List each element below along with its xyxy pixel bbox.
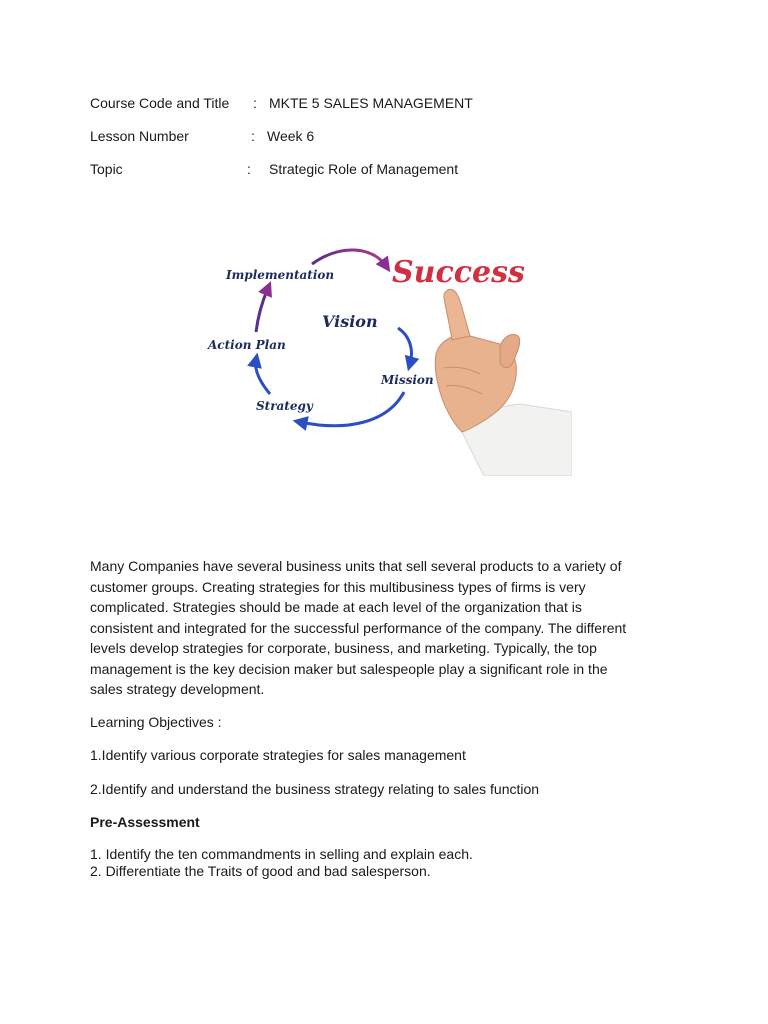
topic-separator: : xyxy=(247,161,251,177)
strategy-cycle-figure xyxy=(200,236,572,476)
arrow-action-plan-to-implementation xyxy=(256,288,268,332)
implementation-label: Implementation xyxy=(226,268,335,282)
arrow-mission-to-strategy xyxy=(300,392,404,426)
lesson-number-separator: : xyxy=(251,128,255,144)
intro-line: Many Companies have several business units that sell several products to a variety of xyxy=(90,558,622,574)
objective-item-1: 1.Identify various corporate strategies for sales management xyxy=(90,747,466,763)
strategy-label: Strategy xyxy=(256,399,313,413)
mission-label: Mission xyxy=(381,373,434,387)
arrow-strategy-to-action-plan xyxy=(256,360,270,394)
course-code-separator: : xyxy=(253,95,257,111)
pre-assessment-item-2: 2. Differentiate the Traits of good and bad salesperson. xyxy=(90,863,431,879)
learning-objectives-heading: Learning Objectives : xyxy=(90,714,222,730)
intro-line: sales strategy development. xyxy=(90,681,265,697)
intro-line: management is the key decision maker but salespeople play a significant role in the xyxy=(90,660,608,677)
objective-item-2: 2.Identify and understand the business strategy relating to sales function xyxy=(90,781,540,797)
intro-line: complicated. Strategies should be made at each level of the organization that is xyxy=(90,599,582,615)
arrow-implementation-to-success xyxy=(312,250,386,266)
topic-value: Strategic Role of Management xyxy=(269,161,459,177)
course-code-label: Course Code and Title xyxy=(90,95,230,111)
success-label: Success xyxy=(392,255,525,290)
intro-paragraph xyxy=(90,556,680,700)
pre-assessment-heading: Pre-Assessment xyxy=(90,814,200,830)
arrow-vision-to-mission xyxy=(398,328,412,364)
pre-assessment-item-1: 1. Identify the ten commandments in selling and explain each. xyxy=(90,846,473,862)
action-plan-label: Action Plan xyxy=(208,338,286,352)
intro-line: levels develop strategies for corporate, business, and marketing. Typically, the top xyxy=(90,640,597,656)
vision-label: Vision xyxy=(322,312,378,331)
lesson-number-label: Lesson Number xyxy=(90,128,189,144)
lesson-number-value: Week 6 xyxy=(267,128,315,144)
intro-line: consistent and integrated for the successful performance of the company. The different xyxy=(90,619,627,636)
topic-label: Topic xyxy=(90,161,123,177)
pointing-hand-image xyxy=(435,289,572,476)
intro-line: customer groups. Creating strategies for this multibusiness types of firms is very xyxy=(90,578,586,595)
course-code-value: MKTE 5 SALES MANAGEMENT xyxy=(269,95,473,111)
